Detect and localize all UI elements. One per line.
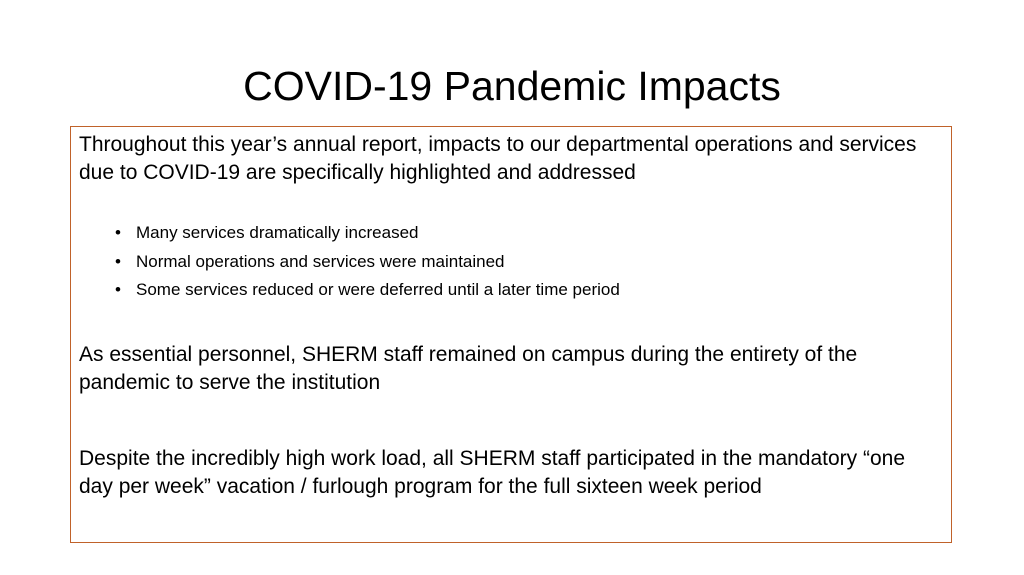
bullet-text: Normal operations and services were maintained <box>136 251 505 271</box>
furlough-paragraph: Despite the incredibly high work load, all SHERM staff participated in the mandatory “one day per week” vacation / furlough program for the full sixteen week period <box>79 446 906 498</box>
intro-paragraph: Throughout this year’s annual report, impacts to our departmental operations and services due to COVID-19 are specifically highlighted and addressed <box>79 133 917 184</box>
content-box <box>70 126 952 543</box>
bullet-dot-icon: • <box>115 251 121 271</box>
bullet-text: Many services dramatically increased <box>136 223 419 242</box>
bullet-dot-icon: • <box>115 223 121 242</box>
bullet-text: Some services reduced or were deferred until a later time period <box>136 280 620 299</box>
bullet-dot-icon: • <box>115 280 121 299</box>
bullet-item <box>115 276 943 305</box>
bullet-item <box>115 219 943 248</box>
slide-title: COVID-19 Pandemic Impacts <box>243 63 781 109</box>
bullet-item <box>115 248 943 277</box>
essential-personnel-paragraph: As essential personnel, SHERM staff remained on campus during the entirety of the pandemic to serve the institution <box>79 342 858 394</box>
impact-bullet-list <box>79 219 943 305</box>
